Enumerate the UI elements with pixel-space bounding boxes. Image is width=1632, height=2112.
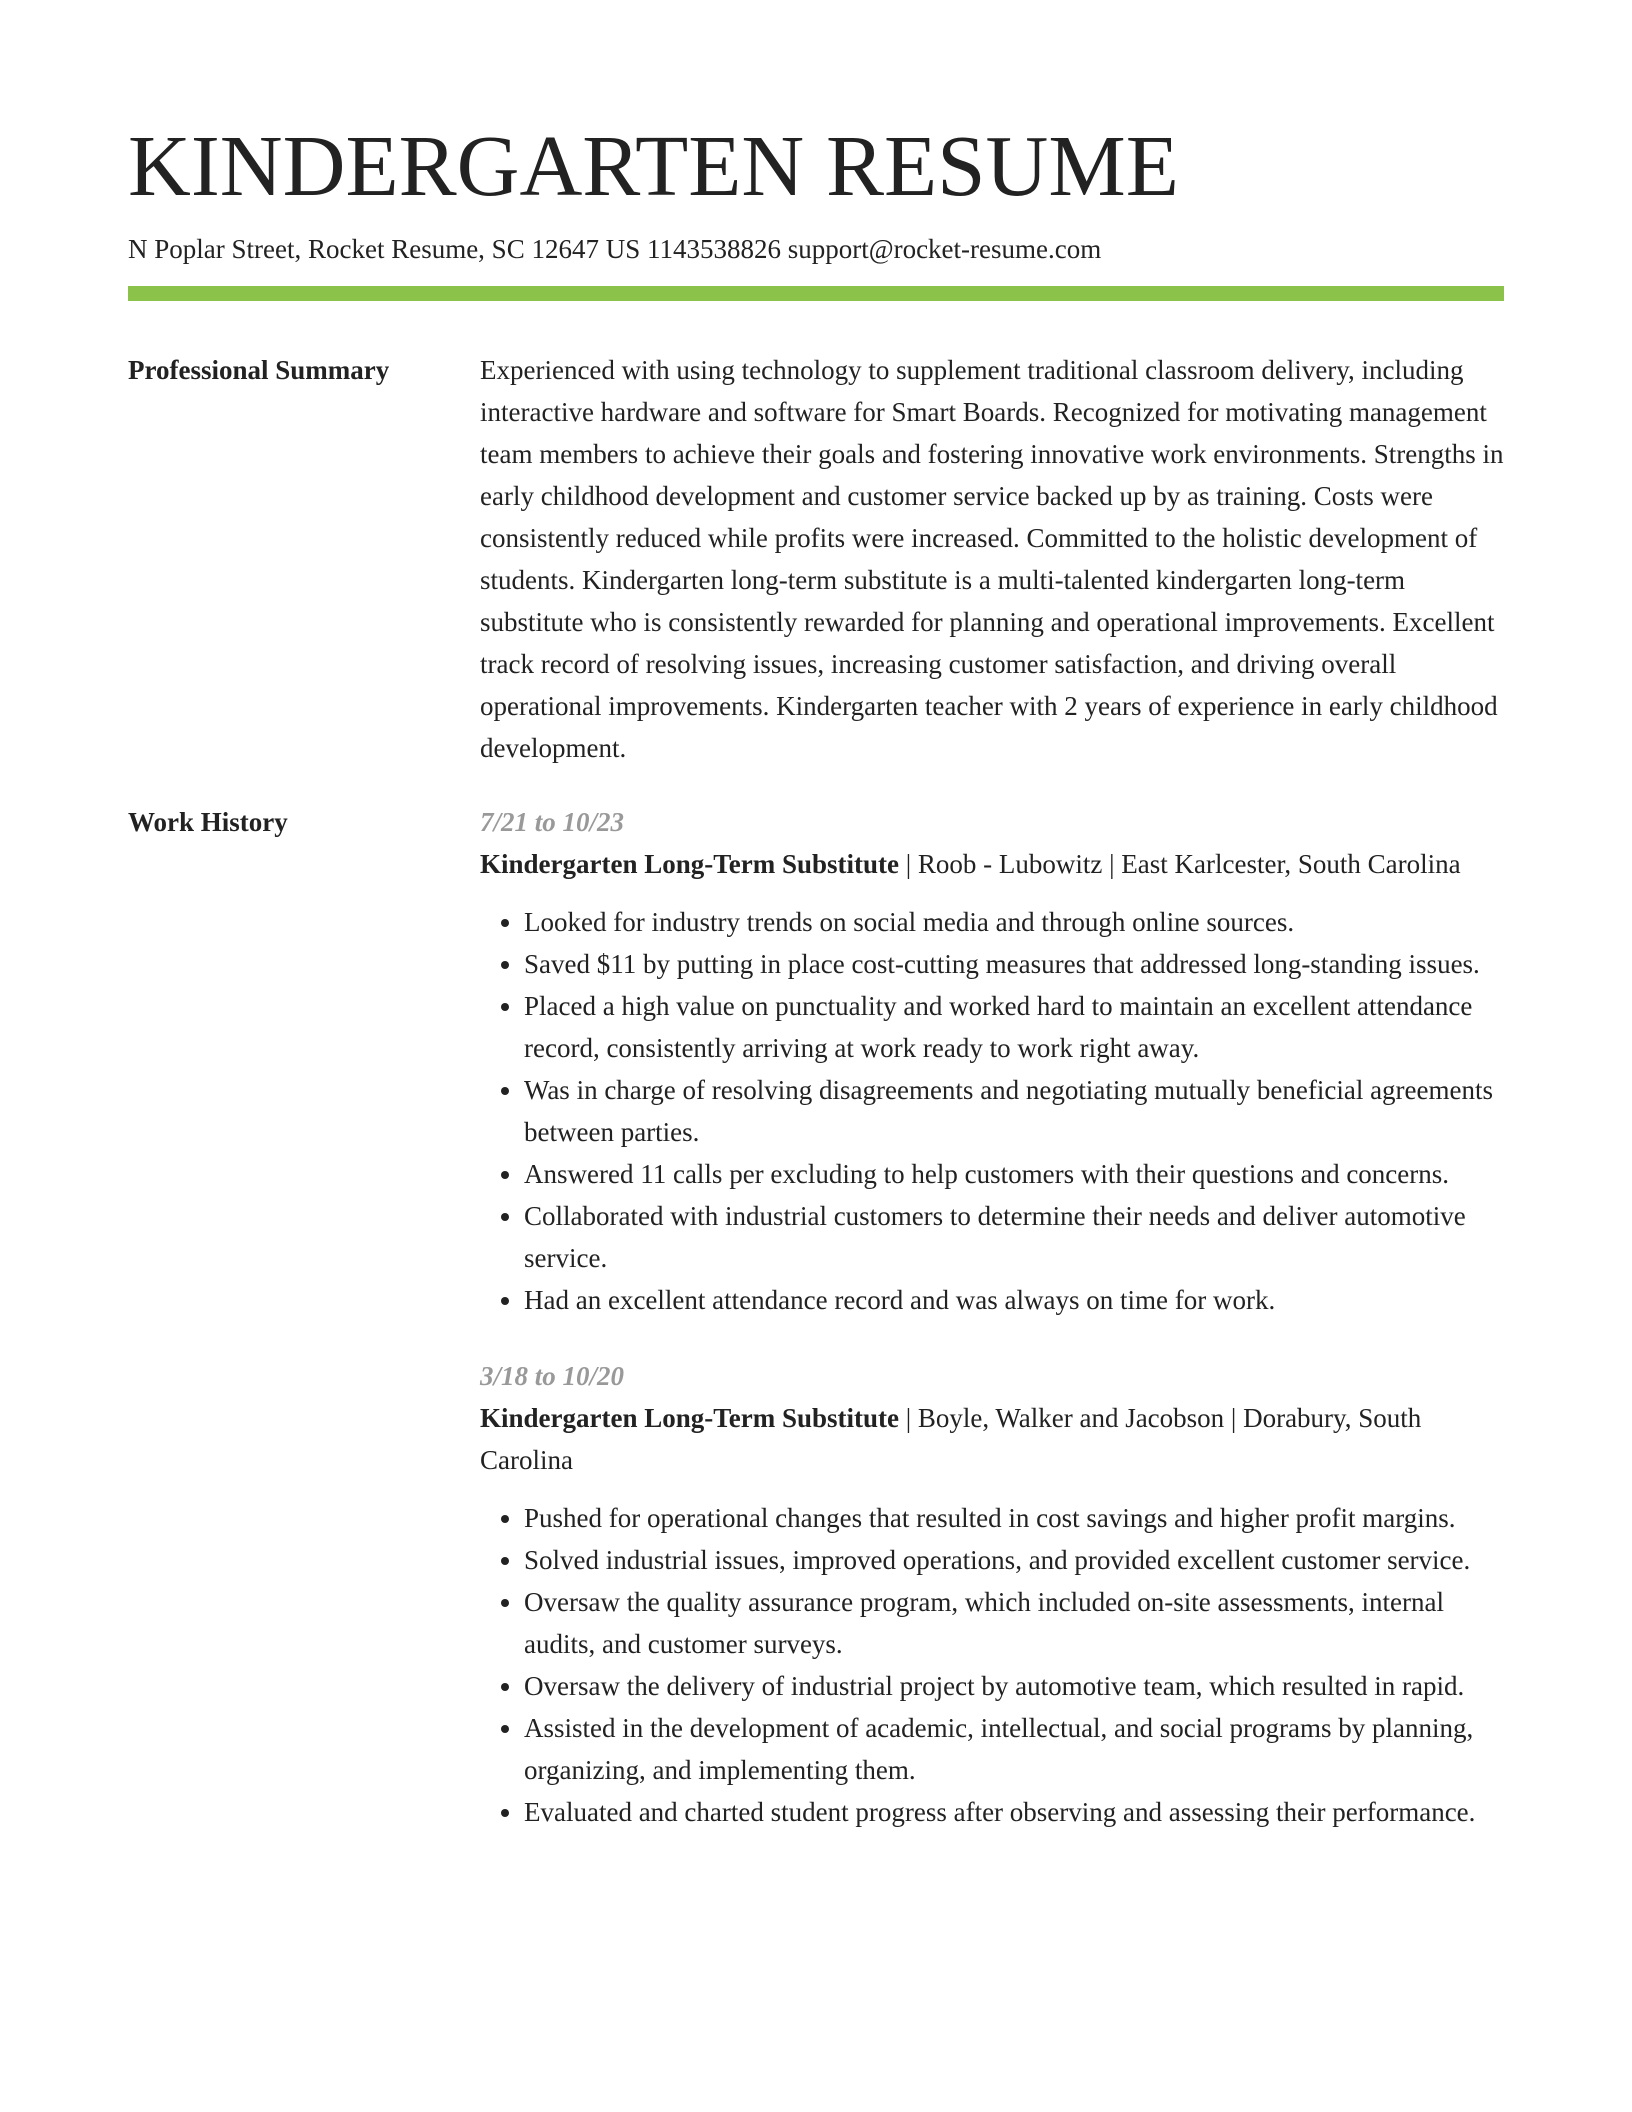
job-heading: [480, 843, 1504, 885]
list-item: • Oversaw the quality assurance program, which included on-site assessments, internal audits, and customer surveys.: [524, 1581, 1504, 1665]
job-dates: 3/18 to 10/20: [480, 1361, 625, 1391]
list-item: • Saved $11 by putting in place cost-cutting measures that addressed long-standing issues.: [524, 943, 1504, 985]
list-item: • Collaborated with industrial customers to determine their needs and deliver automotive service.: [524, 1195, 1504, 1279]
list-item: • Was in charge of resolving disagreements and negotiating mutually beneficial agreements between parties.: [524, 1069, 1504, 1153]
list-item: • Placed a high value on punctuality and worked hard to maintain an excellent attendance record, consistently arriving at work ready to work right away.: [524, 985, 1504, 1069]
list-item: • Answered 11 calls per excluding to help customers with their questions and concerns.: [524, 1153, 1504, 1195]
resume-name: KINDERGARTEN RESUME: [128, 117, 1179, 214]
job-bullet-list: [480, 901, 1504, 1321]
list-item: • Oversaw the delivery of industrial project by automotive team, which resulted in rapid.: [524, 1665, 1504, 1707]
job-dates: 7/21 to 10/23: [480, 807, 625, 837]
list-item: • Pushed for operational changes that resulted in cost savings and higher profit margins.: [524, 1497, 1504, 1539]
list-item: • Had an excellent attendance record and was always on time for work.: [524, 1279, 1504, 1321]
section-title-work: Work History: [128, 807, 288, 837]
job-bullet-list: [480, 1497, 1504, 1833]
list-item: • Looked for industry trends on social media and through online sources.: [524, 901, 1504, 943]
job-heading: [480, 1397, 1504, 1481]
job-employer-location: | Boyle, Walker and Jacobson | Dorabury, South Carolina: [480, 1403, 1422, 1475]
job-entry: [480, 801, 1504, 1321]
job-employer-location: | Roob - Lubowitz | East Karlcester, South Carolina: [899, 849, 1461, 879]
list-item: • Solved industrial issues, improved operations, and provided excellent customer service.: [524, 1539, 1504, 1581]
job-title: Kindergarten Long-Term Substitute: [480, 849, 900, 879]
job-entry: [480, 1355, 1504, 1833]
header-divider: [128, 286, 1504, 301]
section-title-summary: Professional Summary: [128, 355, 390, 385]
work-body: [480, 801, 1504, 1867]
list-item: • Evaluated and charted student progress after observing and assessing their performance.: [524, 1791, 1504, 1833]
list-item: • Assisted in the development of academic, intellectual, and social programs by planning, organizing, and implementing them.: [524, 1707, 1504, 1791]
job-title: Kindergarten Long-Term Substitute: [480, 1403, 900, 1433]
summary-text: Experienced with using technology to supplement traditional classroom delivery, including interactive hardware and software for Smart Boards. Recognized for motivating management team members to achieve their goals and fostering innovative work environments. Strengths in early childhood development and customer service backed up by as training. Costs were consistently reduced while profits were increased. Committed to the holistic development of students. Kindergarten long-term substitute is a multi-talented kindergarten long-term substitute who is consistently rewarded for planning and operational improvements. Excellent track record of resolving issues, increasing customer satisfaction, and driving overall operational improvements. Kindergarten teacher with 2 years of experience in early childhood development.: [480, 355, 1504, 763]
summary-body: [480, 349, 1504, 769]
contact-line: N Poplar Street, Rocket Resume, SC 12647 US 1143538826 support@rocket-resume.com: [128, 234, 1102, 264]
